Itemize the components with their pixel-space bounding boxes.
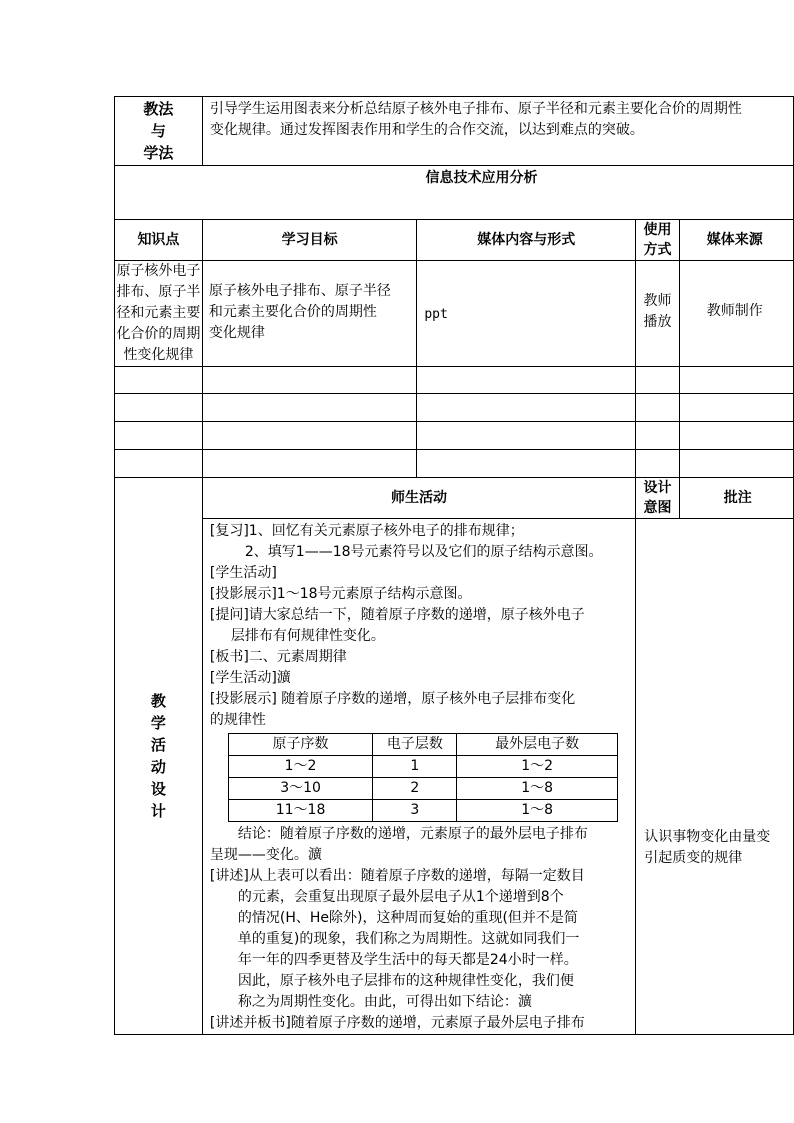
electron-table-header: 原子序数 xyxy=(228,734,372,756)
it-section-title xyxy=(115,166,794,220)
activity-content xyxy=(202,519,635,1035)
it-section-title-text: 信息技术应用分析 xyxy=(425,170,538,186)
activity-line: [讲述并板书]随着原子序数的递增，元素原子最外层电子排布 xyxy=(209,1015,585,1031)
method-row xyxy=(115,97,794,166)
empty-cell xyxy=(115,450,203,478)
activity-line: 年一年的四季更替及学生活中的每天都是24小时一样。 xyxy=(237,952,578,968)
header-source: 媒体来源 xyxy=(679,220,793,261)
electron-table-cell: 3 xyxy=(373,800,457,822)
electron-table-cell: 1 xyxy=(373,756,457,778)
activity-line: 称之为周期性变化。由此，可得出如下结论：瀇 xyxy=(237,994,532,1010)
use-cell xyxy=(636,261,680,367)
knowledge-line-4: 化合价的周期 xyxy=(116,326,201,342)
method-text-cell xyxy=(202,97,793,166)
activity-line: 层排布有何规律性变化。 xyxy=(230,628,385,644)
it-title-row xyxy=(115,166,794,220)
header-goal: 学习目标 xyxy=(202,220,416,261)
electron-table-cell: 1～2 xyxy=(457,756,617,778)
electron-table-header: 电子层数 xyxy=(373,734,457,756)
activity-line: 2、填写1——18号元素符号以及它们的原子结构示意图。 xyxy=(244,544,603,560)
source-cell xyxy=(679,261,793,367)
empty-cell xyxy=(115,367,203,394)
goal-line-3: 变化规律 xyxy=(208,325,265,341)
method-label-3: 学法 xyxy=(143,144,174,162)
empty-row xyxy=(115,367,794,394)
activity-line: [投影展示] 随着原子序数的递增，原子核外电子层排布变化 xyxy=(209,691,576,707)
empty-cell xyxy=(636,422,680,450)
design-header-line-1: 设计 xyxy=(643,480,672,496)
side-char-4: 动 xyxy=(150,758,166,776)
design-header-line-2: 意图 xyxy=(643,500,672,516)
empty-cell xyxy=(202,450,416,478)
empty-cell xyxy=(115,394,203,422)
electron-table-cell: 1～8 xyxy=(457,800,617,822)
electron-table-cell: 11～18 xyxy=(228,800,372,822)
empty-cell xyxy=(679,450,793,478)
empty-row xyxy=(115,450,794,478)
activity-line: 呈现——变化。瀇 xyxy=(209,847,322,863)
header-use xyxy=(636,220,680,261)
activity-header-row xyxy=(115,478,794,519)
source-value: 教师制作 xyxy=(706,303,763,319)
design-intent-header xyxy=(636,478,680,519)
empty-cell xyxy=(202,394,416,422)
empty-cell xyxy=(417,450,636,478)
media-cell xyxy=(417,261,636,367)
activity-line: [复习]1、回忆有关元素原子核外电子的排布规律； xyxy=(209,523,524,539)
method-text-line-2: 变化规律。通过发挥图表作用和学生的合作交流，以达到难点的突破。 xyxy=(209,122,644,138)
activity-line: [提问]请大家总结一下，随着原子序数的递增，原子核外电子 xyxy=(209,607,585,623)
activity-line: [板书]二、元素周期律 xyxy=(209,649,347,665)
activity-line: 的元素，会重复出现原子最外层电子从1个递增到8个 xyxy=(237,889,564,905)
knowledge-line-1: 原子核外电子 xyxy=(116,263,201,279)
knowledge-line-5: 性变化规律 xyxy=(123,347,194,363)
empty-cell xyxy=(636,367,680,394)
side-char-1: 教 xyxy=(150,692,166,710)
goal-cell xyxy=(202,261,416,367)
activity-line: 结论：随着原子序数的递增，元素原子的最外层电子排布 xyxy=(237,826,588,842)
lesson-plan-table xyxy=(114,96,794,1035)
empty-cell xyxy=(202,367,416,394)
empty-cell xyxy=(679,394,793,422)
method-label-cell xyxy=(115,97,203,166)
activity-line: [学生活动]瀇 xyxy=(209,670,291,686)
empty-cell xyxy=(679,367,793,394)
activity-line: [投影展示]1～18号元素原子结构示意图。 xyxy=(209,586,472,602)
header-use-line-1: 使用 xyxy=(643,222,672,238)
knowledge-line-3: 径和元素主要 xyxy=(116,305,201,321)
design-intent-cell xyxy=(636,519,794,1035)
side-char-3: 活 xyxy=(150,736,166,754)
side-char-6: 计 xyxy=(150,802,166,820)
goal-line-1: 原子核外电子排布、原子半径 xyxy=(208,283,391,299)
activity-line: [学生活动] xyxy=(209,565,277,581)
design-intent-line-1: 认识事物变化由量变 xyxy=(644,829,771,845)
use-line-2: 播放 xyxy=(643,314,672,330)
knowledge-line-2: 排布、原子半 xyxy=(116,284,201,300)
note-header: 批注 xyxy=(679,478,793,519)
electron-table-header: 最外层电子数 xyxy=(457,734,617,756)
electron-table-row xyxy=(228,778,617,800)
header-media: 媒体内容与形式 xyxy=(417,220,636,261)
activity-line: 因此，原子核外电子层排布的这种规律性变化，我们便 xyxy=(237,973,574,989)
activity-line: 的规律性 xyxy=(209,712,266,728)
empty-cell xyxy=(636,394,680,422)
electron-table-cell: 2 xyxy=(373,778,457,800)
method-label-2: 与 xyxy=(150,122,166,140)
side-char-5: 设 xyxy=(150,780,166,798)
empty-cell xyxy=(679,422,793,450)
media-value: ppt xyxy=(424,307,448,322)
activity-side-label xyxy=(115,478,203,1035)
goal-line-2: 和元素主要化合价的周期性 xyxy=(208,304,377,320)
empty-cell xyxy=(417,367,636,394)
electron-table-header-row xyxy=(228,734,617,756)
activity-header: 师生活动 xyxy=(202,478,635,519)
media-row xyxy=(115,261,794,367)
use-line-1: 教师 xyxy=(643,293,672,309)
electron-table-cell: 3～10 xyxy=(228,778,372,800)
empty-cell xyxy=(417,394,636,422)
empty-row xyxy=(115,394,794,422)
header-knowledge: 知识点 xyxy=(115,220,203,261)
activity-line: 单的重复)的现象，我们称之为周期性。这就如同我们一 xyxy=(237,931,580,947)
activity-content-row xyxy=(115,519,794,1035)
electron-table-row xyxy=(228,800,617,822)
empty-cell xyxy=(115,422,203,450)
empty-cell xyxy=(417,422,636,450)
activity-line: [讲述]从上表可以看出：随着原子序数的递增，每隔一定数目 xyxy=(209,868,585,884)
method-text-line-1: 引导学生运用图表来分析总结原子核外电子排布、原子半径和元素主要化合价的周期性 xyxy=(209,101,742,117)
empty-cell xyxy=(636,450,680,478)
empty-row xyxy=(115,422,794,450)
header-use-line-2: 方式 xyxy=(643,242,672,258)
electron-table-cell: 1～8 xyxy=(457,778,617,800)
side-char-2: 学 xyxy=(150,714,166,732)
electron-table-row xyxy=(228,756,617,778)
knowledge-cell xyxy=(115,261,203,367)
media-header-row xyxy=(115,220,794,261)
electron-table-cell: 1～2 xyxy=(228,756,372,778)
activity-line: 的情况(H、He除外)，这种周而复始的重现(但并不是简 xyxy=(237,910,578,926)
electron-layer-table xyxy=(228,733,618,822)
empty-cell xyxy=(202,422,416,450)
method-label-1: 教法 xyxy=(143,100,174,118)
design-intent-line-2: 引起质变的规律 xyxy=(644,850,743,866)
